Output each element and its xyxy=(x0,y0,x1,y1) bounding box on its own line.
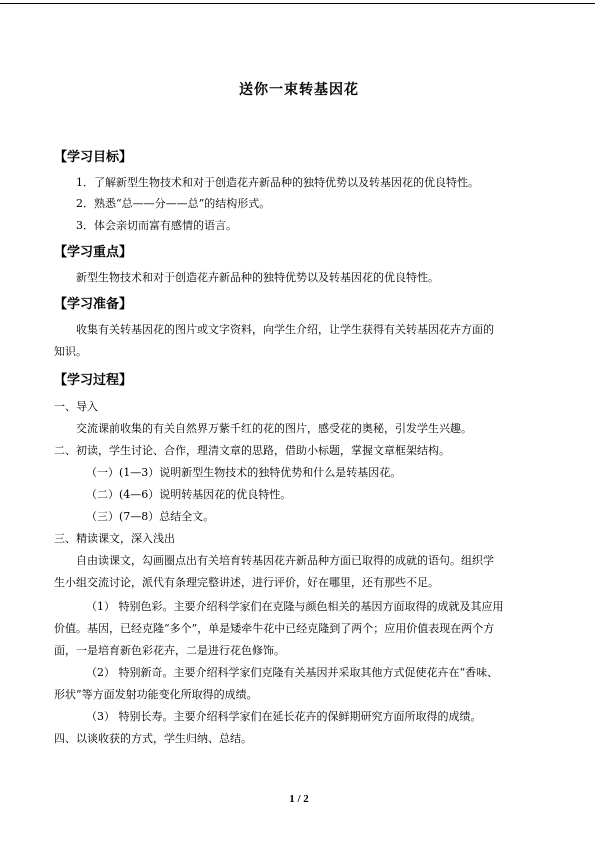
process-line: 交流课前收集的有关自然界万紫千红的花的图片，感受花的奥秘，引发学生兴趣。 xyxy=(76,422,472,435)
focus-text: 新型生物技术和对于创造花卉新品种的独特优势以及转基因花的优良特性。 xyxy=(76,271,439,284)
header-rule xyxy=(0,3,595,4)
section-heading-process: 【学习过程】 xyxy=(54,373,133,388)
goal-item-3: 3．体会亲切而富有感情的语言。 xyxy=(76,219,237,232)
process-line: （二）(4—6）说明转基因花的优良特性。 xyxy=(86,488,292,501)
process-line: （一）(1—3）说明新型生物技术的独特优势和什么是转基因花。 xyxy=(86,466,402,479)
goal-item-2: 2．熟悉“总——分——总”的结构形式。 xyxy=(76,197,271,210)
process-line: （1） 特别色彩。主要介绍科学家们在克隆与颜色相关的基因方面取得的成就及其应用 xyxy=(86,600,504,613)
process-line: （三）(7—8）总结全文。 xyxy=(86,510,215,523)
process-line: 一、导入 xyxy=(54,400,98,413)
goal-item-1: 1．了解新型生物技术和对于创造花卉新品种的独特优势以及转基因花的优良特性。 xyxy=(76,176,479,189)
section-heading-goals: 【学习目标】 xyxy=(54,150,133,165)
process-line: 三、精读课文，深入浅出 xyxy=(54,532,175,545)
process-line: 面，一是培育新色彩花卉，二是进行花色修饰。 xyxy=(54,644,285,657)
section-heading-focus: 【学习重点】 xyxy=(54,245,133,260)
process-line: （2） 特别新奇。主要介绍科学家们克隆有关基因并采取其他方式促使花卉在“香味、 xyxy=(86,666,499,679)
process-line: 生小组交流讨论，派代有条理完整讲述，进行评价，好在哪里，还有那些不足。 xyxy=(54,576,439,589)
prep-line-1: 收集有关转基因花的图片或文字资料，向学生介绍，让学生获得有关转基因花卉方面的 xyxy=(76,323,494,336)
document-title: 送你一束转基因花 xyxy=(239,82,359,98)
process-line: 价值。基因，已经克隆“多个”，单是矮牵牛花中已经克隆到了两个；应用价值表现在两个方 xyxy=(54,622,495,635)
process-line: 形状”等方面发射功能变化所取得的成绩。 xyxy=(54,688,258,701)
process-line: 二、初读，学生讨论、合作，理清文章的思路，借助小标题，掌握文章框架结构。 xyxy=(54,444,450,457)
process-line: （3） 特别长寿。主要介绍科学家们在延长花卉的保鲜期研究方面所取得的成绩。 xyxy=(86,710,482,723)
process-line: 四、以谈收获的方式，学生归纳、总结。 xyxy=(54,732,252,745)
page-number: 1 / 2 xyxy=(289,793,309,805)
section-heading-prep: 【学习准备】 xyxy=(54,297,133,312)
process-line: 自由读课文，勾画圈点出有关培育转基因花卉新品种方面已取得的成就的语句。组织学 xyxy=(76,554,494,567)
prep-line-2: 知识。 xyxy=(54,345,87,358)
